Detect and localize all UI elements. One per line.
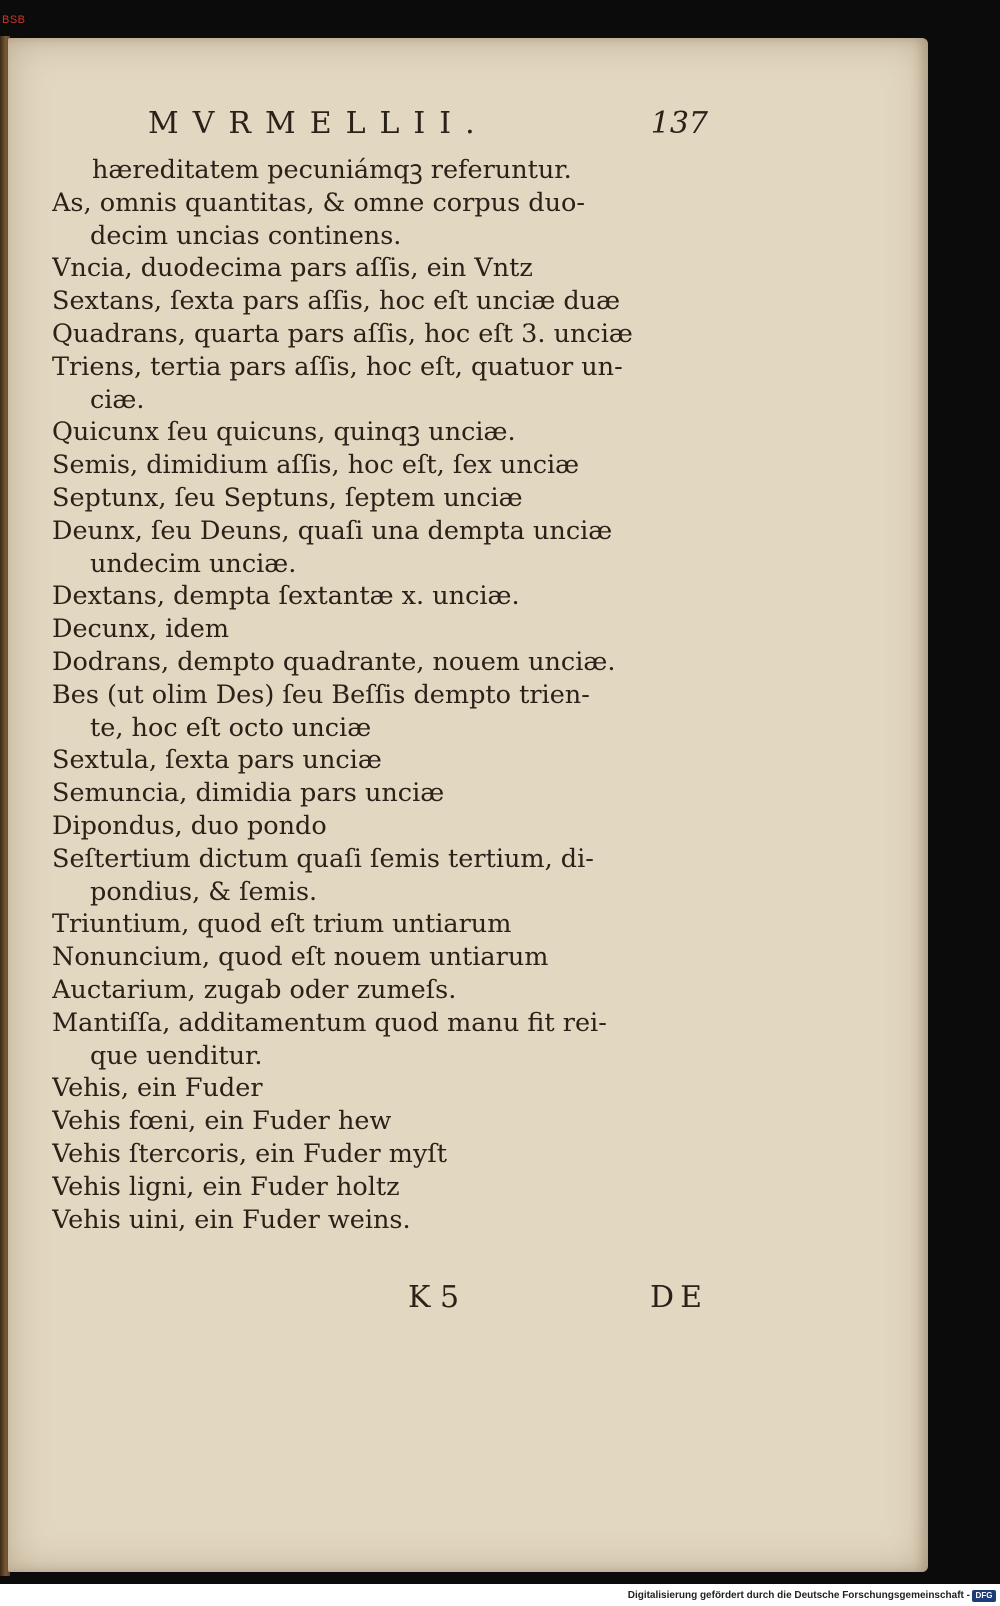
- text-line: undecim unciæ.: [90, 548, 297, 579]
- text-line: decim uncias continens.: [90, 220, 402, 251]
- text-line: que uenditur.: [90, 1040, 263, 1071]
- text-line: Semuncia, dimidia pars unciæ: [52, 778, 445, 809]
- text-line: Auctarium, zugab oder zumeſs.: [52, 974, 457, 1005]
- running-title: MVRMELLII.: [148, 106, 489, 141]
- page-header: [148, 106, 708, 150]
- text-line: Vncia, duodecima pars aſſis, ein Vntz: [52, 253, 533, 284]
- text-line: Nonuncium, quod eſt nouem untiarum: [52, 942, 549, 973]
- text-line: Vehis ſtercoris, ein Fuder myſt: [52, 1138, 448, 1169]
- text-line: Semis, dimidium aſſis, hoc eſt, ſex unciæ: [52, 450, 580, 481]
- catchword: DE: [650, 1280, 708, 1315]
- signature-mark: K 5: [408, 1280, 460, 1315]
- text-line: Vehis fœni, ein Fuder hew: [52, 1106, 392, 1137]
- text-line: pondius, & ſemis.: [90, 876, 318, 907]
- text-line: Dipondus, duo pondo: [52, 810, 327, 841]
- text-line: Vehis, ein Fuder: [52, 1073, 263, 1104]
- text-line: Triuntium, quod eſt trium untiarum: [52, 909, 512, 940]
- text-line: Sextula, ſexta pars unciæ: [52, 745, 382, 776]
- text-line: Dextans, dempta ſextantæ x. unciæ.: [52, 581, 520, 612]
- text-line: ciæ.: [90, 384, 145, 415]
- page-number: 137: [650, 106, 708, 141]
- text-line: te, hoc eſt octo unciæ: [90, 712, 372, 743]
- body-text: [52, 154, 702, 1236]
- text-line: Vehis uini, ein Fuder weins.: [52, 1204, 411, 1235]
- page-footer: [408, 1280, 708, 1320]
- text-line: Septunx, ſeu Septuns, ſeptem unciæ: [52, 482, 523, 513]
- funding-credit: Digitalisierung gefördert durch die Deutsche Forschungsgemeinschaft -: [627, 1590, 970, 1601]
- text-line: Bes (ut olim Des) ſeu Beſſis dempto trien-: [52, 679, 590, 710]
- text-line: Quicunx ſeu quicuns, quinqꝫ unciæ.: [52, 417, 516, 448]
- text-line: Triens, tertia pars aſſis, hoc eſt, quatuor un-: [52, 351, 623, 382]
- dfg-logo-icon: DFG: [972, 1590, 996, 1602]
- text-line: Mantiſſa, additamentum quod manu fit rei-: [52, 1007, 607, 1038]
- text-line: Decunx, idem: [52, 614, 230, 645]
- text-line: Quadrans, quarta pars aſſis, hoc eſt 3. unciæ: [52, 318, 633, 349]
- text-line: As, omnis quantitas, & omne corpus duo-: [52, 187, 585, 218]
- text-line: hæreditatem pecuniámqꝫ referuntur.: [92, 155, 572, 185]
- text-line: Seſtertium dictum quaſi ſemis tertium, di-: [52, 843, 594, 874]
- library-stamp: BSB: [2, 14, 26, 26]
- text-line: Sextans, ſexta pars aſſis, hoc eſt unciæ duæ: [52, 286, 621, 317]
- text-line: Deunx, ſeu Deuns, quaſi una dempta unciæ: [52, 515, 613, 546]
- text-line: Vehis ligni, ein Fuder holtz: [52, 1171, 400, 1202]
- book-page: [8, 38, 928, 1572]
- text-line: Dodrans, dempto quadrante, nouem unciæ.: [52, 646, 616, 677]
